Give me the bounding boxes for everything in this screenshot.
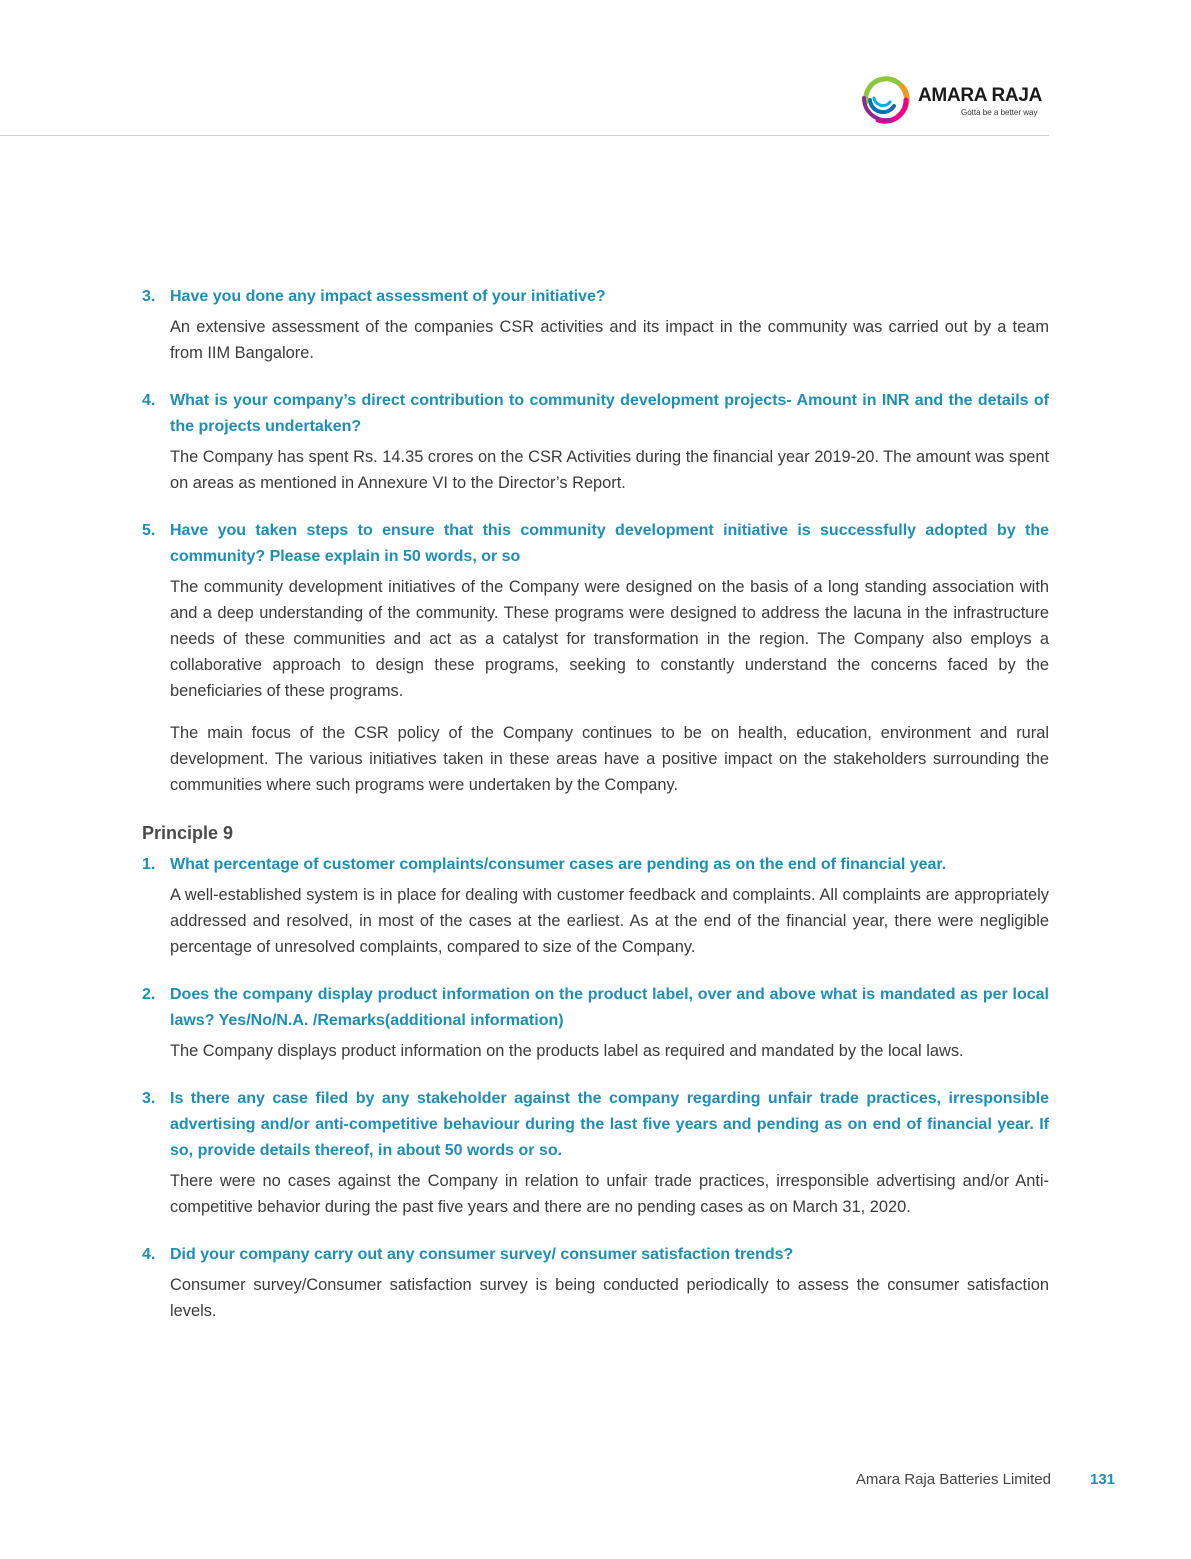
question: [142, 1086, 1049, 1164]
qa-item: [142, 518, 1049, 798]
question: [142, 518, 1049, 570]
qa-item: [142, 1086, 1049, 1220]
qa-item: [142, 1242, 1049, 1324]
answer-paragraph: Consumer survey/Consumer satisfaction survey is being conducted periodically to assess the consumer satisfaction levels.: [170, 1276, 1049, 1320]
amara-raja-logo-icon: [858, 70, 912, 124]
page-number: 131: [1090, 1471, 1116, 1488]
question: [142, 284, 1049, 310]
question-text: What is your company’s direct contribution to community development projects- Amount in INR and the details of the projects undertaken?: [170, 392, 1049, 435]
question: [142, 982, 1049, 1034]
question-text: What percentage of customer complaints/consumer cases are pending as on the end of financial year.: [170, 856, 947, 873]
brand-tagline: Gotta be a better way: [961, 108, 1038, 117]
qa-item: [142, 284, 1049, 366]
document-body: [142, 284, 1049, 1346]
question-number: 4.: [142, 392, 156, 409]
brand-logo: [858, 70, 1058, 126]
brand-name: AMARA RAJA: [918, 85, 1043, 106]
question-number: 5.: [142, 522, 156, 539]
question-text: Does the company display product information on the product label, over and above what is mandated as per local laws? Yes/No/N.A. /Remarks(additional information): [170, 986, 1049, 1029]
question-text: Have you done any impact assessment of your initiative?: [170, 288, 606, 305]
qa-item: [142, 852, 1049, 960]
answer-paragraph: The main focus of the CSR policy of the Company continues to be on health, education, environment and rural development. The various initiatives taken in these areas have a positive impact on the stakeholders surrounding the communities where such programs were undertaken by the Company.: [170, 724, 1049, 794]
qa-item: [142, 388, 1049, 496]
question-number: 4.: [142, 1246, 156, 1263]
footer-company-name: Amara Raja Batteries Limited: [855, 1471, 1051, 1488]
answer-paragraph: The Company has spent Rs. 14.35 crores on the CSR Activities during the financial year 2019-20. The amount was spent on areas as mentioned in Annexure VI to the Director’s Report.: [170, 448, 1049, 492]
question-text: Did your company carry out any consumer survey/ consumer satisfaction trends?: [170, 1246, 794, 1263]
question: [142, 1242, 1049, 1268]
question-text: Is there any case filed by any stakeholder against the company regarding unfair trade practices, irresponsible advertising and/or anti-competitive behaviour during the last five years and pending as on end of financial year. If so, provide details thereof, in about 50 words or so.: [170, 1090, 1049, 1159]
answer-paragraph: There were no cases against the Company in relation to unfair trade practices, irresponsible advertising and/or Anti-competitive behavior during the past five years and there are no pending cases as on March 31, 2020.: [170, 1172, 1049, 1216]
answer-paragraph: The Company displays product information on the products label as required and mandated by the local laws.: [170, 1042, 964, 1060]
answer-paragraph: An extensive assessment of the companies CSR activities and its impact in the community was carried out by a team from IIM Bangalore.: [170, 318, 1049, 362]
question: [142, 852, 1049, 878]
question-number: 2.: [142, 986, 156, 1003]
qa-item: [142, 982, 1049, 1064]
section-heading: Principle 9: [142, 823, 234, 843]
answer-paragraph: The community development initiatives of the Company were designed on the basis of a long standing association with and a deep understanding of the community. These programs were designed to address the lacuna in the infrastructure needs of these communities and act as a catalyst for transformation in the region. The Company also employs a collaborative approach to design these programs, seeking to constantly understand the concerns faced by the beneficiaries of these programs.: [170, 578, 1049, 700]
question-number: 3.: [142, 1090, 156, 1107]
header-divider: [0, 135, 1049, 136]
question: [142, 388, 1049, 440]
question-number: 3.: [142, 288, 156, 305]
question-number: 1.: [142, 856, 156, 873]
answer-paragraph: A well-established system is in place for dealing with customer feedback and complaints. All complaints are appropriately addressed and resolved, in most of the cases at the earliest. As at the end of the financial year, there were negligible percentage of unresolved complaints, compared to size of the Company.: [170, 886, 1049, 956]
question-text: Have you taken steps to ensure that this community development initiative is successfully adopted by the community? Please explain in 50 words, or so: [170, 522, 1049, 565]
